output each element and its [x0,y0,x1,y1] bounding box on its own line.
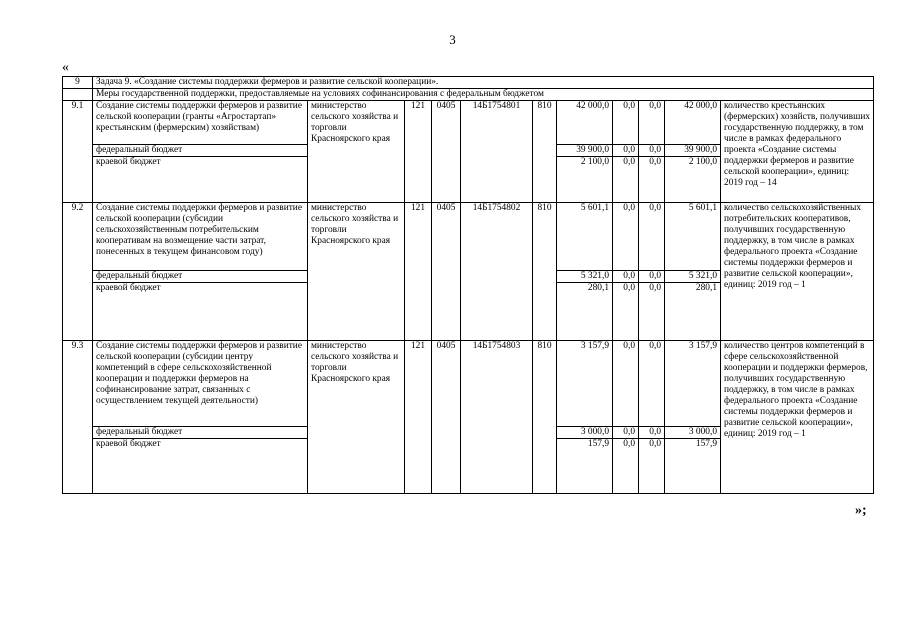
regional-budget-value: 0,0 [639,439,665,494]
federal-budget-value: 0,0 [613,271,639,283]
measure-vr: 810 [533,203,557,341]
measure-csr: 14Б1754802 [461,203,533,341]
measure-row [63,203,874,271]
measure-name: Создание системы поддержки фермеров и развитие сельской кооперации (субсидии центру компетенций в сфере сельскохозяйственной кооперации и поддержки фермеров на софинансирование затрат, связанных с осуществлением текущей деятельности) [93,341,308,427]
regional-budget-value: 280,1 [665,283,721,341]
measure-number: 9.3 [63,341,93,494]
measure-year2: 0,0 [613,203,639,271]
federal-budget-value: 3 000,0 [557,427,613,439]
regional-budget-value: 2 100,0 [557,157,613,203]
measure-csr: 14Б1754801 [461,101,533,203]
measure-number: 9.2 [63,203,93,341]
federal-budget-value: 0,0 [639,271,665,283]
measure-rzpr: 0405 [432,341,461,494]
measure-year3: 0,0 [639,341,665,427]
regional-budget-label: краевой бюджет [93,157,308,203]
regional-budget-value: 0,0 [613,157,639,203]
regional-budget-value: 157,9 [665,439,721,494]
federal-budget-value: 0,0 [613,145,639,157]
program-table [62,76,874,494]
federal-budget-value: 5 321,0 [557,271,613,283]
task-number: 9 [63,77,93,89]
measure-name: Создание системы поддержки фермеров и развитие сельской кооперации (субсидии сельскохозяйственным потребительским кооперативам на возмещение части затрат, понесенных в текущем финансовом году) [93,203,308,271]
regional-budget-value: 0,0 [639,157,665,203]
measure-year2: 0,0 [613,341,639,427]
federal-budget-label: федеральный бюджет [93,145,308,157]
measure-row [63,341,874,427]
measure-year3: 0,0 [639,203,665,271]
federal-budget-label: федеральный бюджет [93,271,308,283]
measure-name: Создание системы поддержки фермеров и развитие сельской кооперации (гранты «Агростартап» крестьянским (фермерским) хозяйствам) [93,101,308,145]
regional-budget-value: 157,9 [557,439,613,494]
measure-sum: 3 157,9 [665,341,721,427]
federal-budget-label: федеральный бюджет [93,427,308,439]
measures-body [63,101,874,494]
measure-result: количество центров компетенций в сфере сельскохозяйственной кооперации и поддержки фермеров, получивших государственную поддержку, в том числе в рамках федерального проекта «Создание системы поддержки фермеров и развитие сельской кооперации», единиц: 2019 год – 1 [721,341,874,494]
measure-total: 42 000,0 [557,101,613,145]
federal-budget-value: 3 000,0 [665,427,721,439]
federal-budget-value: 0,0 [639,145,665,157]
task-subtitle: Меры государственной поддержки, предоставляемые на условиях софинансирования с федеральным бюджетом [93,89,874,101]
regional-budget-label: краевой бюджет [93,439,308,494]
regional-budget-value: 2 100,0 [665,157,721,203]
task-title: Задача 9. «Создание системы поддержки фермеров и развитие сельской кооперации». [93,77,874,89]
measure-rzpr: 0405 [432,101,461,203]
regional-budget-value: 0,0 [639,283,665,341]
measure-csr: 14Б1754803 [461,341,533,494]
measure-grbs: 121 [405,101,432,203]
page-number: 3 [449,32,456,47]
federal-budget-value: 0,0 [639,427,665,439]
measure-year3: 0,0 [639,101,665,145]
federal-budget-value: 39 900,0 [665,145,721,157]
regional-budget-value: 280,1 [557,283,613,341]
regional-budget-value: 0,0 [613,439,639,494]
regional-budget-value: 0,0 [613,283,639,341]
measure-sum: 42 000,0 [665,101,721,145]
federal-budget-value: 39 900,0 [557,145,613,157]
measure-result: количество крестьянских (фермерских) хозяйств, получивших государственную поддержку, в том числе в рамках федерального проекта «Создание системы поддержки фермеров и развитие сельской кооперации», единиц: 2019 год – 14 [721,101,874,203]
measure-vr: 810 [533,101,557,203]
measure-executor: министерство сельского хозяйства и торговли Красноярского края [308,101,405,203]
measure-total: 5 601,1 [557,203,613,271]
measure-year2: 0,0 [613,101,639,145]
task-row [63,77,874,89]
measure-row [63,101,874,145]
regional-budget-label: краевой бюджет [93,283,308,341]
measure-grbs: 121 [405,203,432,341]
measure-executor: министерство сельского хозяйства и торговли Красноярского края [308,341,405,494]
measure-rzpr: 0405 [432,203,461,341]
measure-total: 3 157,9 [557,341,613,427]
measure-result: количество сельскохозяйственных потребительских кооперативов, получивших государственную поддержку, в том числе в рамках федерального проекта «Создание системы поддержки фермеров и развитие сельской кооперации», единиц: 2019 год – 1 [721,203,874,341]
measure-executor: министерство сельского хозяйства и торговли Красноярского края [308,203,405,341]
measure-sum: 5 601,1 [665,203,721,271]
closing-quote: »; [855,503,867,518]
measure-vr: 810 [533,341,557,494]
federal-budget-value: 0,0 [613,427,639,439]
federal-budget-value: 5 321,0 [665,271,721,283]
measure-grbs: 121 [405,341,432,494]
task-subtitle-row [63,89,874,101]
opening-quote: « [62,60,69,75]
measure-number: 9.1 [63,101,93,203]
